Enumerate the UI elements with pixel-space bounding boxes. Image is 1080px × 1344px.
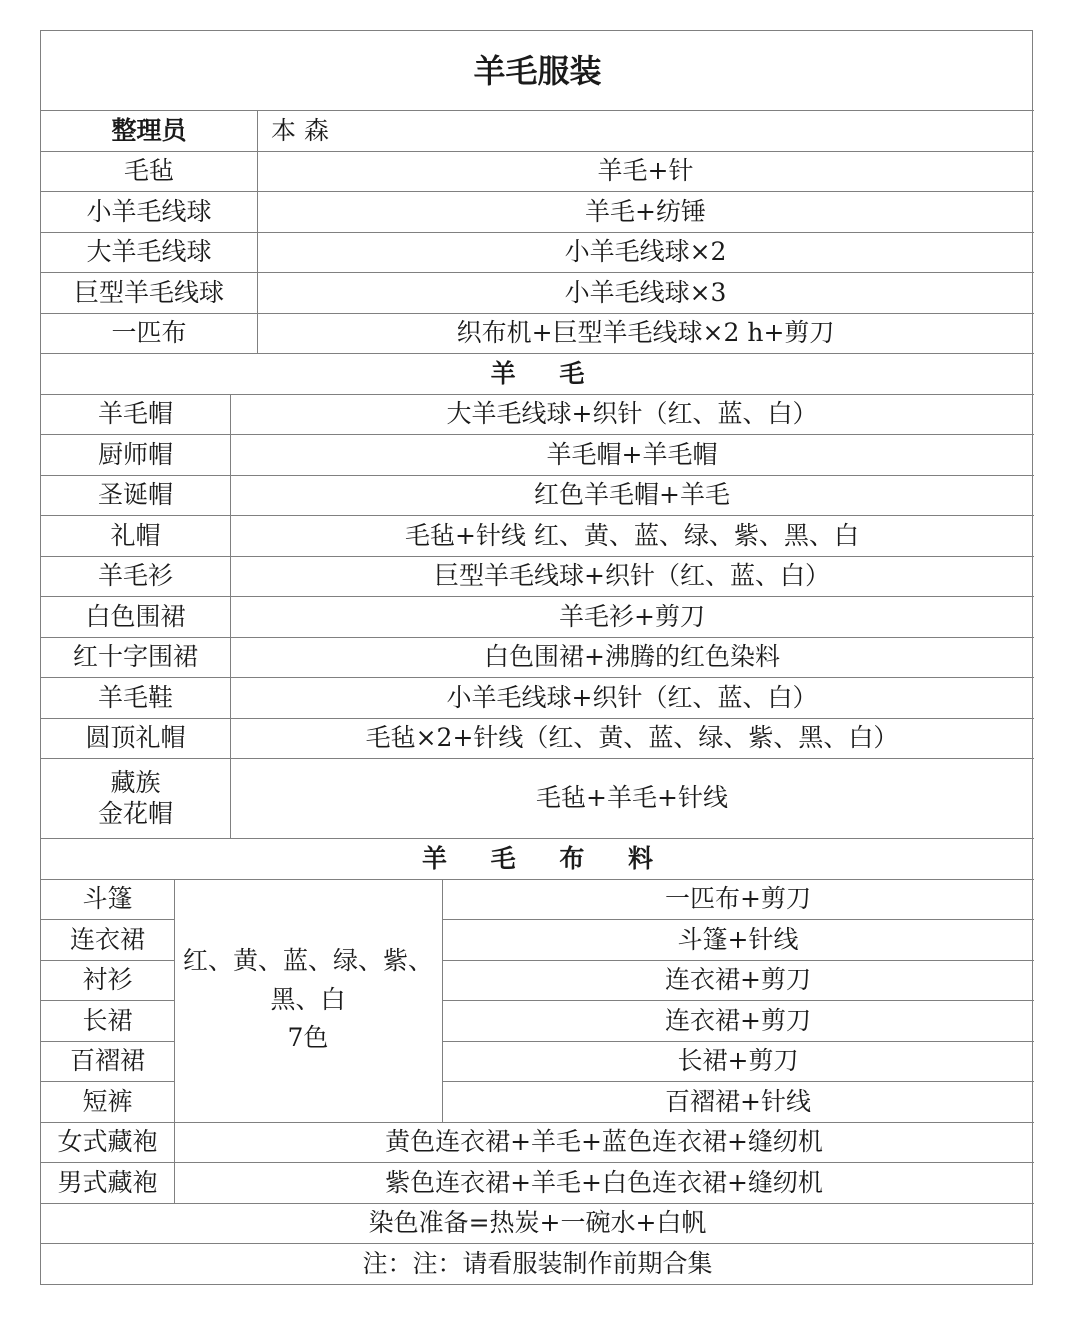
recipe-table xyxy=(40,30,1033,1285)
wool-recipe-text: 白色围裙+沸腾的红色染料 xyxy=(484,642,780,672)
wool-item-text: 羊毛鞋 xyxy=(97,682,173,712)
fabric-recipe xyxy=(442,1041,1034,1082)
wool-item-text: 藏族 金花帽 xyxy=(97,767,173,828)
grid-line xyxy=(230,394,231,839)
fabric-item xyxy=(41,1041,174,1082)
grid-line xyxy=(257,110,258,353)
wool-recipe xyxy=(230,758,1034,838)
fabric-item-text: 短裤 xyxy=(82,1086,133,1116)
material-recipe-text: 小羊毛线球×2 xyxy=(564,237,727,267)
robe-recipe-text: 黄色连衣裙+羊毛+蓝色连衣裙+缝纫机 xyxy=(385,1127,823,1157)
wool-recipe-text: 巨型羊毛线球+织针（红、蓝、白） xyxy=(434,561,830,591)
grid-line xyxy=(442,879,443,1122)
compiler-name-text: 本 森 xyxy=(271,115,329,145)
wool-recipe xyxy=(230,637,1034,678)
compiler-label-text: 整理员 xyxy=(111,115,187,145)
fabric-item xyxy=(41,1000,174,1041)
wool-recipe xyxy=(230,556,1034,597)
wool-item-text: 羊毛帽 xyxy=(97,399,173,429)
wool-item xyxy=(41,758,230,838)
wool-item-text: 羊毛衫 xyxy=(97,561,173,591)
robe-item-text: 女式藏袍 xyxy=(57,1127,158,1157)
wool-item-text: 圆顶礼帽 xyxy=(85,723,186,753)
page-title xyxy=(41,31,1034,110)
fabric-item xyxy=(41,1081,174,1122)
robe-item xyxy=(41,1122,174,1163)
page-title-text: 羊毛服装 xyxy=(473,51,602,90)
fabric-item-text: 百褶裙 xyxy=(69,1046,145,1076)
wool-recipe-text: 小羊毛线球+织针（红、蓝、白） xyxy=(446,682,818,712)
material-item-text: 大羊毛线球 xyxy=(86,237,212,267)
wool-recipe-text: 红色羊毛帽+羊毛 xyxy=(534,480,730,510)
material-item-text: 巨型羊毛线球 xyxy=(73,277,224,307)
footer-note xyxy=(41,1243,1034,1284)
robe-recipe-text: 紫色连衣裙+羊毛+白色连衣裙+缝纫机 xyxy=(385,1167,823,1197)
wool-recipe xyxy=(230,394,1034,435)
material-item xyxy=(41,232,257,273)
material-recipe-text: 织布机+巨型羊毛线球×2 h+剪刀 xyxy=(456,318,835,348)
material-item xyxy=(41,272,257,313)
fabric-recipe xyxy=(442,960,1034,1001)
wool-item xyxy=(41,515,230,556)
wool-item-text: 圣诞帽 xyxy=(97,480,173,510)
fabric-recipe-text: 连衣裙+剪刀 xyxy=(665,965,811,995)
fabric-item-text: 衬衫 xyxy=(82,965,133,995)
robe-item xyxy=(41,1162,174,1203)
wool-recipe xyxy=(230,677,1034,718)
fabric-recipe xyxy=(442,919,1034,960)
compiler-label xyxy=(41,110,257,151)
fabric-colors xyxy=(174,879,442,1122)
wool-item xyxy=(41,677,230,718)
fabric-recipe-text: 百褶裙+针线 xyxy=(665,1086,811,1116)
fabric-section-heading-text: 羊 毛 布 料 xyxy=(421,843,671,873)
wool-item-text: 白色围裙 xyxy=(85,601,186,631)
robe-recipe xyxy=(174,1162,1034,1203)
wool-item-text: 礼帽 xyxy=(110,520,161,550)
wool-recipe xyxy=(230,434,1034,475)
material-recipe xyxy=(257,272,1034,313)
grid-line xyxy=(174,1122,175,1203)
wool-item-text: 红十字围裙 xyxy=(72,642,198,672)
wool-recipe-text: 羊毛衫+剪刀 xyxy=(559,601,705,631)
wool-item xyxy=(41,718,230,759)
wool-recipe xyxy=(230,515,1034,556)
wool-item xyxy=(41,596,230,637)
compiler-name xyxy=(257,110,1034,151)
fabric-recipe xyxy=(442,879,1034,920)
wool-recipe xyxy=(230,718,1034,759)
robe-item-text: 男式藏袍 xyxy=(57,1167,158,1197)
material-item xyxy=(41,191,257,232)
footer-note-text: 注：注：请看服装制作前期合集 xyxy=(362,1248,713,1278)
material-recipe xyxy=(257,191,1034,232)
fabric-item-text: 长裙 xyxy=(82,1005,133,1035)
material-recipe xyxy=(257,313,1034,354)
material-recipe xyxy=(257,232,1034,273)
robe-recipe xyxy=(174,1122,1034,1163)
fabric-recipe xyxy=(442,1000,1034,1041)
wool-recipe-text: 毛毡+针线 红、黄、蓝、绿、紫、黑、白 xyxy=(405,520,859,550)
fabric-item xyxy=(41,879,174,920)
fabric-recipe-text: 连衣裙+剪刀 xyxy=(665,1005,811,1035)
fabric-item-text: 斗篷 xyxy=(82,884,133,914)
material-recipe-text: 羊毛+针 xyxy=(597,156,694,186)
material-item-text: 毛毡 xyxy=(123,156,174,186)
wool-recipe xyxy=(230,475,1034,516)
material-recipe-text: 小羊毛线球×3 xyxy=(564,277,727,307)
fabric-recipe xyxy=(442,1081,1034,1122)
wool-recipe-text: 大羊毛线球+织针（红、蓝、白） xyxy=(446,399,818,429)
fabric-recipe-text: 一匹布+剪刀 xyxy=(665,884,811,914)
dye-preparation xyxy=(41,1203,1034,1244)
fabric-item-text: 连衣裙 xyxy=(69,924,145,954)
grid-line xyxy=(174,879,175,1122)
material-item xyxy=(41,151,257,192)
wool-item xyxy=(41,434,230,475)
wool-section-heading-text: 羊 毛 xyxy=(490,358,602,388)
wool-recipe-text: 毛毡×2+针线（红、黄、蓝、绿、紫、黑、白） xyxy=(365,723,899,753)
material-item xyxy=(41,313,257,354)
wool-section-heading xyxy=(41,353,1034,394)
fabric-recipe-text: 斗篷+针线 xyxy=(677,924,799,954)
wool-item xyxy=(41,556,230,597)
wool-recipe-text: 羊毛帽+羊毛帽 xyxy=(546,439,718,469)
fabric-item xyxy=(41,919,174,960)
wool-item xyxy=(41,637,230,678)
fabric-section-heading xyxy=(41,838,1034,879)
material-item-text: 一匹布 xyxy=(111,318,187,348)
fabric-item xyxy=(41,960,174,1001)
material-recipe xyxy=(257,151,1034,192)
fabric-colors-text: 红、黄、蓝、绿、紫、 黑、白 7色 xyxy=(182,945,433,1053)
material-item-text: 小羊毛线球 xyxy=(86,196,212,226)
dye-preparation-text: 染色准备=热炭+一碗水+白帆 xyxy=(368,1208,707,1238)
wool-recipe-text: 毛毡+羊毛+针线 xyxy=(536,783,728,813)
wool-item xyxy=(41,475,230,516)
wool-item-text: 厨师帽 xyxy=(97,439,173,469)
wool-item xyxy=(41,394,230,435)
fabric-recipe-text: 长裙+剪刀 xyxy=(677,1046,799,1076)
wool-recipe xyxy=(230,596,1034,637)
material-recipe-text: 羊毛+纺锤 xyxy=(585,196,706,226)
